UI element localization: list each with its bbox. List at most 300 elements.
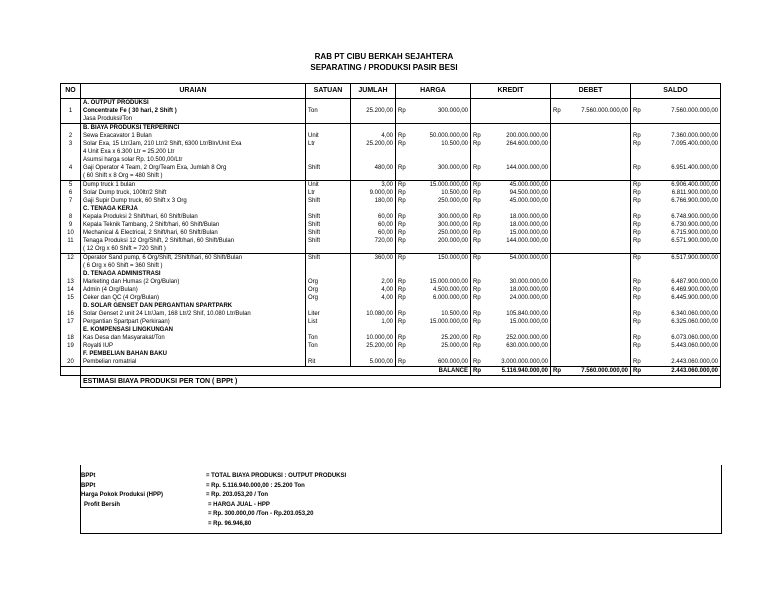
- row-kredit-value: 15.000.000,00: [509, 230, 548, 236]
- row-satuan: Shift: [306, 164, 351, 172]
- row-harga: [396, 132, 471, 140]
- table-row: [61, 334, 721, 342]
- row-no: 12: [61, 254, 81, 263]
- row-uraian: Kas Desa dan Masyarakat/Ton: [81, 334, 306, 342]
- table-row: [61, 156, 721, 164]
- estimation-no: [61, 376, 81, 388]
- row-debet: [551, 148, 631, 156]
- row-kredit: [471, 262, 551, 270]
- summary-box: [80, 465, 722, 534]
- currency-label: Rp: [633, 319, 641, 325]
- row-debet: [551, 310, 631, 318]
- table-row: [61, 205, 721, 213]
- row-no: 19: [61, 342, 81, 350]
- row-debet: [551, 140, 631, 148]
- row-jumlah: 720,00: [351, 237, 396, 245]
- table-row: [61, 164, 721, 172]
- row-kredit-value: 264.600.000,00: [506, 141, 548, 147]
- row-jumlah: 25.200,00: [351, 107, 396, 115]
- table-row: [61, 270, 721, 278]
- row-harga: [396, 115, 471, 124]
- row-debet: [551, 318, 631, 326]
- row-debet: [551, 197, 631, 205]
- row-debet: [551, 358, 631, 367]
- table-header: [61, 84, 721, 99]
- row-kredit: [471, 172, 551, 181]
- row-harga: [396, 254, 471, 263]
- row-harga: [396, 310, 471, 318]
- row-saldo-value: 6.715.900.000,00: [671, 230, 718, 236]
- row-harga: [396, 262, 471, 270]
- row-harga-value: 150.000,00: [437, 255, 468, 261]
- currency-label: Rp: [398, 311, 406, 317]
- row-kredit: [471, 197, 551, 205]
- currency-label: Rp: [473, 295, 481, 301]
- row-harga: [396, 302, 471, 310]
- rab-table: [60, 83, 721, 388]
- table-row: [61, 342, 721, 350]
- row-jumlah: 3,00: [351, 181, 396, 190]
- row-jumlah: [351, 262, 396, 270]
- row-kredit: [471, 302, 551, 310]
- row-debet: [551, 221, 631, 229]
- row-uraian: C. TENAGA KERJA: [81, 205, 306, 213]
- row-debet: [551, 350, 631, 358]
- table-row: [61, 132, 721, 140]
- row-saldo: [631, 254, 721, 263]
- row-saldo-value: 6.730.900.000,00: [671, 222, 718, 228]
- row-debet: [551, 124, 631, 133]
- header-harga: HARGA: [396, 84, 471, 99]
- balance-debet-value: 7.560.000.000,00: [581, 368, 628, 374]
- row-debet: [551, 99, 631, 108]
- row-satuan: [306, 156, 351, 164]
- row-jumlah: 4,00: [351, 294, 396, 302]
- row-satuan: Org: [306, 286, 351, 294]
- row-harga: [396, 245, 471, 254]
- row-satuan: [306, 172, 351, 181]
- currency-label: Rp: [473, 319, 481, 325]
- table-row: [61, 213, 721, 221]
- row-saldo: [631, 115, 721, 124]
- row-kredit-value: 252.000.000,00: [506, 335, 548, 341]
- row-debet: [551, 237, 631, 245]
- row-harga: [396, 107, 471, 115]
- table-row: [61, 302, 721, 310]
- row-saldo-value: 6.487.900.000,00: [671, 279, 718, 285]
- currency-label: Rp: [633, 214, 641, 220]
- row-saldo: [631, 310, 721, 318]
- row-kredit: [471, 286, 551, 294]
- row-no: 1: [61, 107, 81, 115]
- row-kredit: [471, 334, 551, 342]
- row-no: [61, 302, 81, 310]
- row-harga-value: 15.000.000,00: [429, 182, 468, 188]
- row-uraian: Gaji Operator 4 Team, 2 Org/Team Exa, Jumlah 8 Org: [81, 164, 306, 172]
- row-saldo: [631, 326, 721, 334]
- table-row: [61, 318, 721, 326]
- currency-label: Rp: [473, 335, 481, 341]
- row-uraian: Tenaga Produksi 12 Org/Shift, 2 Shift/hari, 60 Shift/Bulan: [81, 237, 306, 245]
- row-saldo: [631, 156, 721, 164]
- row-saldo: [631, 189, 721, 197]
- row-satuan: Shift: [306, 221, 351, 229]
- currency-label: Rp: [633, 311, 641, 317]
- row-saldo: [631, 213, 721, 221]
- row-harga-value: 4.500.000,00: [432, 287, 468, 293]
- row-no: 4: [61, 164, 81, 172]
- row-uraian: D. SOLAR GENSET DAN PERGANTIAN SPARTPARK: [81, 302, 306, 310]
- row-saldo-value: 2.443.060.000,00: [671, 359, 718, 365]
- table-row: [61, 140, 721, 148]
- row-no: 18: [61, 334, 81, 342]
- row-jumlah: [351, 245, 396, 254]
- row-harga-value: 6.000.000,00: [432, 295, 468, 301]
- row-saldo: [631, 342, 721, 350]
- row-debet: [551, 286, 631, 294]
- row-harga-value: 250.000,00: [437, 198, 468, 204]
- row-satuan: Org: [306, 278, 351, 286]
- table-row: [61, 310, 721, 318]
- row-harga: [396, 358, 471, 367]
- row-uraian: Dump truck 1 bulan: [81, 181, 306, 190]
- row-kredit: [471, 132, 551, 140]
- row-harga-value: 200.000,00: [437, 238, 468, 244]
- row-harga: [396, 229, 471, 237]
- row-jumlah: 5.000,00: [351, 358, 396, 367]
- row-saldo: [631, 350, 721, 358]
- row-harga: [396, 270, 471, 278]
- row-no: [61, 172, 81, 181]
- table-row: [61, 350, 721, 358]
- table-row: [61, 181, 721, 190]
- row-kredit-value: 54.000.000,00: [509, 255, 548, 261]
- table-row: [61, 286, 721, 294]
- row-no: 3: [61, 140, 81, 148]
- row-kredit: [471, 148, 551, 156]
- row-debet: [551, 164, 631, 172]
- row-saldo: [631, 124, 721, 133]
- row-saldo: [631, 237, 721, 245]
- row-uraian: Concentrate Fe ( 30 hari, 2 Shift ): [81, 107, 306, 115]
- row-uraian: B. BIAYA PRODUKSI TERPERINCI: [81, 124, 306, 133]
- row-harga-value: 10.500,00: [441, 190, 468, 196]
- row-jumlah: [351, 148, 396, 156]
- row-jumlah: 480,00: [351, 164, 396, 172]
- row-saldo-value: 6.325.060.000,00: [671, 319, 718, 325]
- row-jumlah: 25.200,00: [351, 140, 396, 148]
- summary-value: = Rp. 5.116.940.000,00 : 25.200 Ton: [206, 482, 305, 489]
- table-row: [61, 278, 721, 286]
- row-satuan: Shift: [306, 229, 351, 237]
- table-row: [61, 358, 721, 367]
- row-jumlah: 60,00: [351, 213, 396, 221]
- currency-label: Rp: [398, 343, 406, 349]
- row-satuan: [306, 124, 351, 133]
- row-kredit: [471, 156, 551, 164]
- row-kredit: [471, 205, 551, 213]
- row-jumlah: [351, 270, 396, 278]
- table-row: [61, 115, 721, 124]
- row-harga-value: 250.000,00: [437, 230, 468, 236]
- row-kredit: [471, 278, 551, 286]
- currency-label: Rp: [633, 133, 641, 139]
- currency-label: Rp: [633, 198, 641, 204]
- row-saldo: [631, 302, 721, 310]
- row-jumlah: 4,00: [351, 132, 396, 140]
- row-uraian: Gaji Supir Dump truck, 60 Shift x 3 Org: [81, 197, 306, 205]
- currency-label: Rp: [398, 319, 406, 325]
- row-satuan: Ton: [306, 334, 351, 342]
- table-row: [61, 124, 721, 133]
- row-saldo-value: 6.766.900.000,00: [671, 198, 718, 204]
- row-saldo: [631, 294, 721, 302]
- row-kredit-value: 15.000.000,00: [509, 319, 548, 325]
- currency-label: Rp: [398, 359, 406, 365]
- row-saldo: [631, 245, 721, 254]
- row-kredit-value: 45.000.000,00: [509, 198, 548, 204]
- currency-label: Rp: [398, 279, 406, 285]
- currency-label: Rp: [633, 141, 641, 147]
- row-debet: [551, 262, 631, 270]
- currency-label: Rp: [633, 222, 641, 228]
- row-jumlah: [351, 326, 396, 334]
- row-jumlah: 180,00: [351, 197, 396, 205]
- row-kredit: [471, 294, 551, 302]
- row-jumlah: 10.000,00: [351, 334, 396, 342]
- row-jumlah: 1,00: [351, 318, 396, 326]
- row-jumlah: 2,00: [351, 278, 396, 286]
- row-kredit: [471, 326, 551, 334]
- summary-value: = Rp. 300.000,00 /Ton - Rp.203.053,20: [208, 511, 314, 517]
- row-debet: [551, 229, 631, 237]
- currency-label: Rp: [473, 343, 481, 349]
- currency-label: Rp: [398, 335, 406, 341]
- balance-label: BALANCE: [81, 367, 471, 376]
- row-saldo: [631, 172, 721, 181]
- row-harga: [396, 189, 471, 197]
- row-uraian: Operator Sand pump, 6 Org/Shift, 2Shift/hari, 60 Shift/Bulan: [81, 254, 306, 263]
- row-uraian: Solar Dump truck, 100ltr/2 Shift: [81, 189, 306, 197]
- currency-label: Rp: [473, 214, 481, 220]
- row-harga: [396, 148, 471, 156]
- row-uraian: ( 12 Org x 60 Shift = 720 Shift ): [81, 245, 306, 254]
- row-no: [61, 350, 81, 358]
- row-saldo: [631, 334, 721, 342]
- row-jumlah: 60,00: [351, 229, 396, 237]
- currency-label: Rp: [553, 108, 561, 114]
- row-debet: [551, 278, 631, 286]
- currency-label: Rp: [473, 230, 481, 236]
- row-no: [61, 245, 81, 254]
- row-uraian: Ceker dan QC (4 Org/Bulan): [81, 294, 306, 302]
- summary-value: = Rp. 203.053,20 / Ton: [206, 492, 269, 498]
- currency-label: Rp: [473, 222, 481, 228]
- row-kredit-value: 630.000.000,00: [506, 343, 548, 349]
- row-no: 10: [61, 229, 81, 237]
- row-saldo-value: 5.443.060.000,00: [671, 343, 718, 349]
- row-satuan: Shift: [306, 213, 351, 221]
- row-harga: [396, 156, 471, 164]
- row-no: 5: [61, 181, 81, 190]
- row-jumlah: [351, 172, 396, 181]
- row-uraian: Pembelian romatrial: [81, 358, 306, 367]
- row-harga: [396, 318, 471, 326]
- table-row: [61, 107, 721, 115]
- currency-label: Rp: [473, 279, 481, 285]
- currency-label: Rp: [398, 133, 406, 139]
- row-satuan: List: [306, 318, 351, 326]
- balance-saldo: [631, 367, 721, 376]
- row-no: [61, 99, 81, 108]
- row-debet: [551, 181, 631, 190]
- row-kredit-value: 144.000.000,00: [506, 165, 548, 171]
- currency-label: Rp: [473, 287, 481, 293]
- row-saldo: [631, 205, 721, 213]
- row-saldo: [631, 181, 721, 190]
- summary-label: BPPt: [81, 482, 96, 489]
- row-satuan: Ton: [306, 342, 351, 350]
- document-title: RAB PT CIBU BERKAH SEJAHTERA: [314, 52, 454, 61]
- row-uraian: Jasa Produksi/Ton: [81, 115, 306, 124]
- row-debet: [551, 270, 631, 278]
- row-debet: [551, 302, 631, 310]
- row-no: 8: [61, 213, 81, 221]
- row-no: 7: [61, 197, 81, 205]
- row-harga-value: 10.500,00: [441, 311, 468, 317]
- row-harga: [396, 221, 471, 229]
- currency-label: Rp: [633, 230, 641, 236]
- row-satuan: Ltr: [306, 140, 351, 148]
- currency-label: Rp: [398, 198, 406, 204]
- row-jumlah: [351, 99, 396, 108]
- row-kredit-value: 45.000.000,00: [509, 182, 548, 188]
- row-no: 2: [61, 132, 81, 140]
- row-jumlah: 4,00: [351, 286, 396, 294]
- currency-label: Rp: [553, 368, 561, 374]
- currency-label: Rp: [633, 368, 641, 374]
- row-debet: [551, 342, 631, 350]
- row-harga: [396, 237, 471, 245]
- row-satuan: Ton: [306, 107, 351, 115]
- row-no: [61, 148, 81, 156]
- row-kredit: [471, 115, 551, 124]
- row-uraian: Pergantian Spartpart (Perkiraan): [81, 318, 306, 326]
- row-harga: [396, 278, 471, 286]
- currency-label: Rp: [398, 190, 406, 196]
- row-kredit: [471, 107, 551, 115]
- row-harga: [396, 294, 471, 302]
- row-uraian: Asumsi harga solar Rp. 10.500,00/Ltr: [81, 156, 306, 164]
- currency-label: Rp: [473, 359, 481, 365]
- currency-label: Rp: [473, 141, 481, 147]
- row-no: 17: [61, 318, 81, 326]
- row-satuan: Liter: [306, 310, 351, 318]
- row-debet: [551, 334, 631, 342]
- balance-debet: [551, 367, 631, 376]
- row-no: [61, 156, 81, 164]
- row-satuan: [306, 245, 351, 254]
- row-harga: [396, 350, 471, 358]
- row-jumlah: 9.000,00: [351, 189, 396, 197]
- row-no: [61, 270, 81, 278]
- row-debet: [551, 107, 631, 115]
- currency-label: Rp: [633, 108, 641, 114]
- currency-label: Rp: [633, 190, 641, 196]
- row-satuan: Org: [306, 294, 351, 302]
- row-debet: [551, 132, 631, 140]
- row-kredit-value: 24.000.000,00: [509, 295, 548, 301]
- row-saldo: [631, 148, 721, 156]
- row-kredit-value: 18.000.000,00: [509, 214, 548, 220]
- row-no: 9: [61, 221, 81, 229]
- row-harga: [396, 197, 471, 205]
- row-satuan: Rit: [306, 358, 351, 367]
- row-harga: [396, 213, 471, 221]
- row-saldo-value: 6.951.400.000,00: [671, 165, 718, 171]
- row-saldo-value: 6.469.900.000,00: [671, 287, 718, 293]
- table-row: [61, 148, 721, 156]
- row-kredit: [471, 229, 551, 237]
- row-uraian: E. KOMPENSASI LINGKUNGAN: [81, 326, 306, 334]
- currency-label: Rp: [473, 238, 481, 244]
- row-satuan: [306, 350, 351, 358]
- row-satuan: [306, 262, 351, 270]
- currency-label: Rp: [473, 133, 481, 139]
- row-jumlah: [351, 156, 396, 164]
- row-saldo: [631, 107, 721, 115]
- row-saldo-value: 7.095.400.000,00: [671, 141, 718, 147]
- row-kredit: [471, 221, 551, 229]
- row-satuan: Shift: [306, 254, 351, 263]
- row-saldo-value: 6.906.400.000,00: [671, 182, 718, 188]
- row-debet: [551, 156, 631, 164]
- row-jumlah: [351, 115, 396, 124]
- currency-label: Rp: [398, 141, 406, 147]
- table-row: [61, 294, 721, 302]
- row-kredit-value: 94.500.000,00: [509, 190, 548, 196]
- row-uraian: Admin (4 Org/Bulan): [81, 286, 306, 294]
- row-kredit-value: 18.000.000,00: [509, 287, 548, 293]
- row-harga: [396, 286, 471, 294]
- row-kredit: [471, 181, 551, 190]
- currency-label: Rp: [398, 287, 406, 293]
- currency-label: Rp: [398, 214, 406, 220]
- row-no: 11: [61, 237, 81, 245]
- row-uraian: Royalti IUP: [81, 342, 306, 350]
- summary-label: BPPt: [81, 473, 96, 479]
- row-no: 14: [61, 286, 81, 294]
- row-saldo: [631, 358, 721, 367]
- currency-label: Rp: [633, 279, 641, 285]
- row-uraian: 4 Unit Exa x 6.300 Ltr = 25.200 Ltr: [81, 148, 306, 156]
- row-satuan: [306, 115, 351, 124]
- row-saldo-value: 6.811.900.000,00: [671, 190, 718, 196]
- currency-label: Rp: [473, 198, 481, 204]
- row-saldo-value: 6.517.900.000,00: [671, 255, 718, 261]
- row-harga: [396, 334, 471, 342]
- row-debet: [551, 245, 631, 254]
- summary-value: = HARGA JUAL - HPP: [208, 501, 270, 508]
- row-uraian: ( 60 Shift x 8 Org = 480 Shift ): [81, 172, 306, 181]
- row-no: 20: [61, 358, 81, 367]
- row-kredit: [471, 358, 551, 367]
- row-kredit: [471, 124, 551, 133]
- row-satuan: Unit: [306, 132, 351, 140]
- currency-label: Rp: [398, 238, 406, 244]
- currency-label: Rp: [473, 255, 481, 261]
- row-saldo-value: 6.340.060.000,00: [671, 311, 718, 317]
